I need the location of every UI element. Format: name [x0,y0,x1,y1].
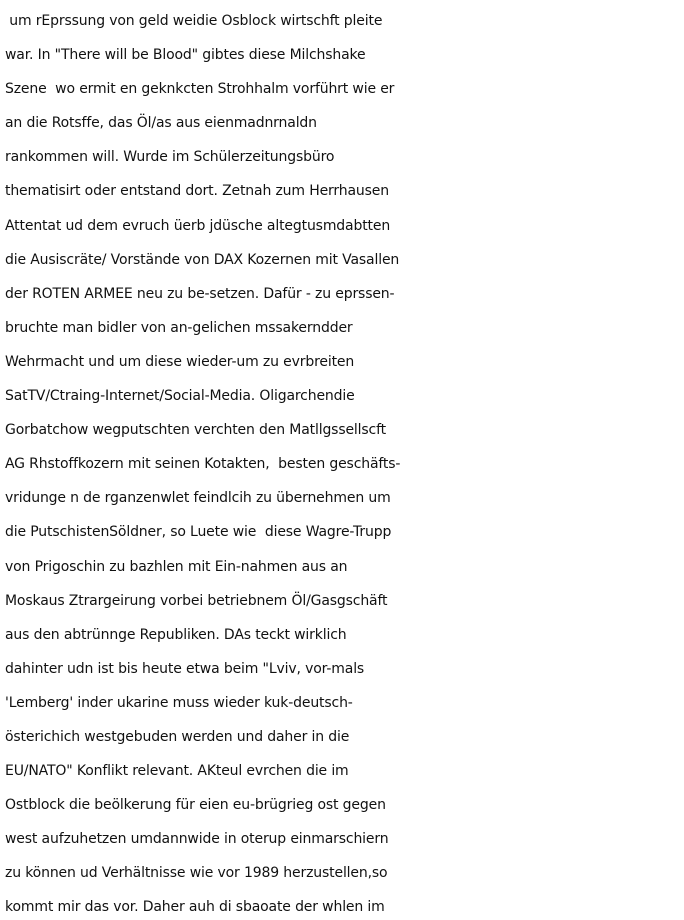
text-line: Attentat ud dem evruch üerb jdüsche altegtusmdabtten [5,217,391,234]
text-line: Gorbatchow wegputschten verchten den Matllgssellscft [5,422,386,439]
text-body [5,4,683,920]
text-line: 'Lemberg' inder ukarine muss wieder kuk-deutsch- [5,694,353,711]
text-line: von Prigoschin zu bazhlen mit Ein-nahmen aus an [5,558,348,575]
text-line: die PutschistenSöldner, so Luete wie diese Wagre-Trupp [5,524,392,541]
text-line: der ROTEN ARMEE neu zu be-setzen. Dafür - zu eprssen- [5,285,395,302]
text-line: west aufzuhetzen umdannwide in oterup einmarschiern [5,831,389,848]
text-line: zu können ud Verhältnisse wie vor 1989 herzustellen,so [5,865,388,882]
text-line: kommt mir das vor. Daher auh di sbaoate der whlen im [5,899,385,916]
text-line: rankommen will. Wurde im Schülerzeitungsbüro [5,149,335,166]
text-line: Ostblock die beölkerung für eien eu-brügrieg ost gegen [5,797,386,814]
text-line: dahinter udn ist bis heute etwa beim "Lviv, vor-mals [5,660,365,677]
text-line: aus den abtrünnge Republiken. DAs teckt wirklich [5,626,347,643]
text-line: war. In "There will be Blood" gibtes diese Milchshake [5,47,366,64]
text-line: bruchte man bidler von an-gelichen mssakerndder [5,319,353,336]
text-line: Szene wo ermit en geknkcten Strohhalm vorführt wie er [5,81,395,98]
text-line: Moskaus Ztrargeirung vorbei betriebnem Öl/Gasgschäft [5,592,388,609]
text-line: Wehrmacht und um diese wieder-um zu evrbreiten [5,353,355,370]
text-line: vridunge n de rganzenwlet feindlcih zu übernehmen um [5,490,391,507]
text-line: AG Rhstoffkozern mit seinen Kotakten, besten geschäfts- [5,456,401,473]
text-line: SatTV/Ctraing-Internet/Social-Media. Oligarchendie [5,388,355,405]
text-line: EU/NATO" Konflikt relevant. AKteul evrchen die im [5,763,349,780]
text-line: österichich westgebuden werden und daher in die [5,728,350,745]
text-line: thematisirt oder entstand dort. Zetnah zum Herrhausen [5,183,389,200]
text-line: um rEprssung von geld weidie Osblock wirtschft pleite [5,13,383,29]
text-line: die Ausiscräte/ Vorstände von DAX Kozernen mit Vasallen [5,251,400,268]
text-line: an die Rotsffe, das Öl/as aus eienmadnrnaldn [5,115,317,132]
